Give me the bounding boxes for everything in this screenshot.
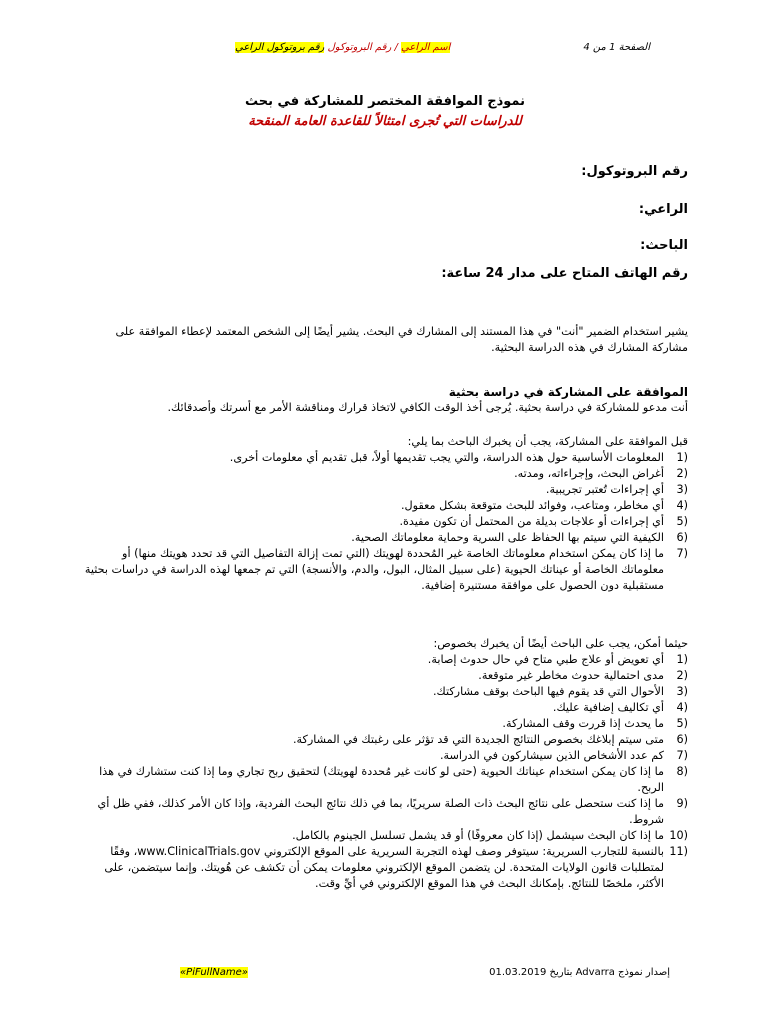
item-text: كم عدد الأشخاص الذين سيشاركون في الدراسة. [439,749,664,762]
item-text: مدى احتمالية حدوث مخاطر غير متوقعة. [478,669,664,682]
list-item [82,514,688,530]
item-number: (4 [676,499,688,512]
item-text: أي تعويض أو علاج طبي متاح في حال حدوث إصابة. [427,653,664,666]
document-title [100,92,670,132]
pi-name-merge-field: «PiFullName» [180,967,248,978]
list-item [82,684,688,700]
item-text: متى سيتم إبلاغك بخصوص النتائج الجديدة التي قد تؤثر على رغبتك في المشاركة. [292,733,664,746]
list-item [82,828,688,844]
list-item [82,498,688,514]
item-text: أي إجراءات تُعتبر تجريبية. [545,483,664,496]
item-number: (5 [676,717,688,730]
item-number: (8 [676,765,688,778]
additional-info-lead: حيثما أمكن، يجب على الباحث أيضًا أن يخبرك بخصوص: [433,637,688,650]
list-item [82,716,688,732]
item-number: (2 [676,669,688,682]
list-item [82,466,688,482]
item-text: أي إجراءات أو علاجات بديلة من المحتمل أن تكون مفيدة. [399,515,664,528]
item-number: (11 [669,845,688,858]
list-item [82,530,688,546]
required-info-lead: قبل الموافقة على المشاركة، يجب أن يخبرك الباحث بما يلي: [407,435,688,448]
item-text: أي مخاطر، ومتاعب، وفوائد للبحث متوقعة بشكل معقول. [401,499,664,512]
list-item [82,700,688,716]
required-info-list [82,450,688,594]
additional-info-list [82,652,688,892]
list-item [82,796,688,828]
item-number: (2 [676,467,688,480]
field-sponsor: الراعي: [638,202,688,217]
consent-paragraph: أنت مدعو للمشاركة في دراسة بحثية. يُرجى أخذ الوقت الكافي لاتخاذ قرارك ومناقشة الأمر مع أسرتك وأصدقائك. [167,401,688,414]
list-item [82,764,688,796]
item-text: الأحوال التي قد يقوم فيها الباحث بوقف مشاركتك. [432,685,664,698]
item-number: (3 [676,483,688,496]
item-text: أي تكاليف إضافية عليك. [552,701,664,714]
item-text: ما إذا كان يمكن استخدام معلوماتك الخاصة غير المُحددة لهويتك (التي تمت إزالة التفاصيل التي قد تحدد هويتك منها) أو معلوماتك الخاصة أو عيناتك الحيوية (على سبيل المثال، البول، والدم، والأنسجة) التي تم جمعها لهذه الدراسة في دراسات بحثية مستقبلية دون الحصول على موافقة مستنيرة إضافية. [84,547,664,592]
list-item [82,652,688,668]
item-number: (5 [676,515,688,528]
item-number: (6 [676,531,688,544]
list-item [82,450,688,466]
item-number: (1 [676,653,688,666]
protocol-number-placeholder: رقم بروتوكول الراعي [235,42,325,53]
intro-paragraph: يشير استخدام الضمير "أنت" في هذا المستند إلى المشارك في البحث. يشير أيضًا إلى الشخص المعتمد لإعطاء الموافقة على مشاركة المشارك في هذه الدراسة البحثية. [115,325,688,354]
item-text: أغراض البحث، وإجراءاته، ومدته. [514,467,664,480]
consent-heading: الموافقة على المشاركة في دراسة بحثية [448,385,688,399]
list-item [82,748,688,764]
item-number: (7 [676,749,688,762]
item-text: الكيفية التي سيتم بها الحفاظ على السرية وحماية معلوماتك الصحية. [351,531,664,544]
item-text: ما إذا كان يمكن استخدام عيناتك الحيوية (حتى لو كانت غير مُحددة لهويتك) لتحقيق ربح تجاري وما إذا كنت ستشارك في هذا الربح. [99,765,664,794]
sponsor-name-placeholder: اسم الراعي [401,42,451,53]
field-researcher: الباحث: [640,238,688,253]
form-version: إصدار نموذج Advarra بتاريخ 01.03.2019 [489,967,670,978]
item-text: ما يحدث إذا قررت وقف المشاركة. [502,717,664,730]
header-separator: / رقم البروتوكول [324,42,402,53]
title-sub: للدراسات التي تُجرى امتثالاً للقاعدة العامة المنقحة [248,114,522,129]
list-item [82,482,688,498]
item-number: (7 [676,547,688,560]
list-item [82,844,688,892]
header-sponsor-protocol [235,42,450,53]
page-number: الصفحة 1 من 4 [583,42,650,53]
item-number: (10 [669,829,688,842]
item-number: (1 [676,451,688,464]
item-text: ما إذا كان البحث سيشمل (إذا كان معروفًا) أو قد يشمل تسلسل الجينوم بالكامل. [292,829,664,842]
item-text: ما إذا كنت ستحصل على نتائج البحث ذات الصلة سريريًا، بما في ذلك نتائج البحث الفردية، وإذا كان الأمر كذلك، ففي ظل أي شروط. [97,797,664,826]
item-number: (3 [676,685,688,698]
item-text: بالنسبة للتجارب السريرية: سيتوفر وصف لهذه التجربة السريرية على الموقع الإلكتروني www.ClinicalTrials.gov، وفقًا لمتطلبات قانون الولايات المتحدة. لن يتضمن الموقع الإلكتروني معلومات يمكن أن تكشف عن هُويتك. وإنما سيتضمن، على الأكثر، ملخصًا للنتائج. بإمكانك البحث في هذا الموقع الإلكتروني في أيِّ وقت. [104,845,664,890]
item-number: (9 [676,797,688,810]
item-number: (6 [676,733,688,746]
list-item [82,732,688,748]
field-protocol-number: رقم البروتوكول: [581,164,688,179]
title-main: نموذج الموافقة المختصر للمشاركة في بحث [244,94,526,109]
item-number: (4 [676,701,688,714]
list-item [82,668,688,684]
field-24h-phone: رقم الهاتف المتاح على مدار 24 ساعة: [441,266,688,281]
item-text: المعلومات الأساسية حول هذه الدراسة، والتي يجب تقديمها أولاً، قبل تقديم أي معلومات أخرى. [229,451,664,464]
list-item [82,546,688,594]
